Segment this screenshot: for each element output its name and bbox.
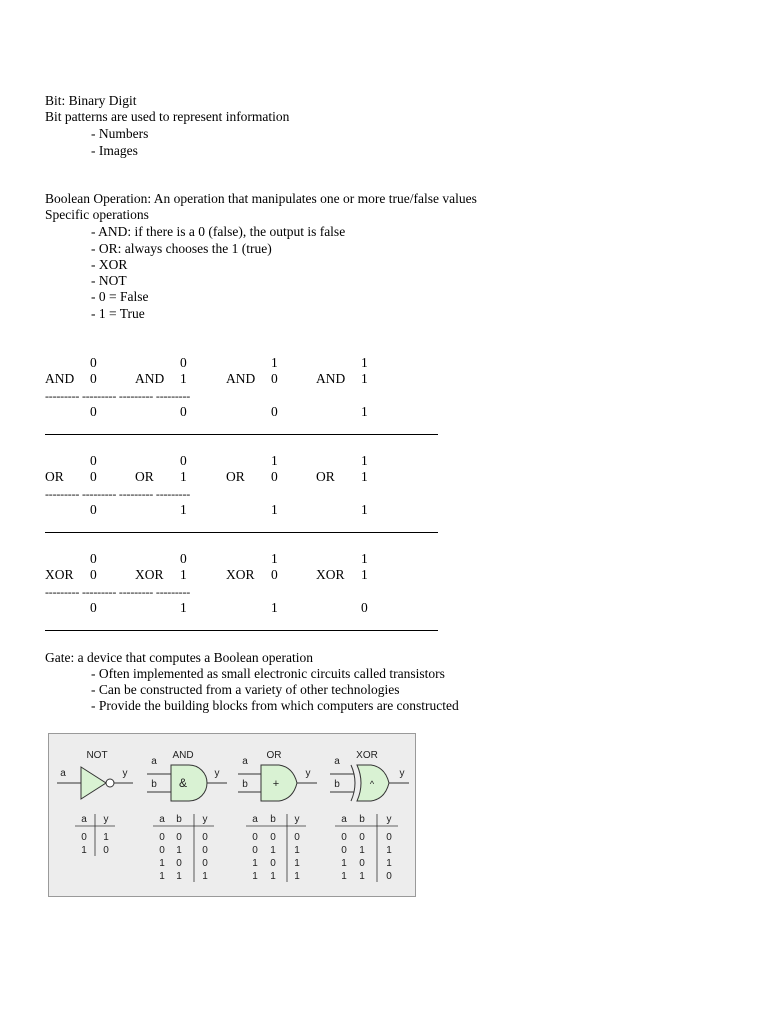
gate-input-label: a: [60, 768, 66, 779]
list-item: - 0 = False: [91, 289, 149, 304]
truth-table-cell: 1: [294, 858, 300, 869]
operand-top: 0: [180, 551, 187, 566]
boolean-definition: Boolean Operation: An operation that manipulates one or more true/false values: [45, 191, 477, 206]
operand-top: 1: [361, 551, 368, 566]
truth-table-cell: 1: [176, 871, 182, 882]
operator-label: XOR: [316, 567, 345, 582]
dash-separator: --------- --------- --------- ---------: [45, 585, 191, 599]
truth-table-cell: 0: [202, 845, 208, 856]
truth-table-cell: 1: [359, 845, 365, 856]
section-rule: [45, 532, 438, 533]
operand-bottom: 0: [90, 371, 97, 386]
gate-input-label: b: [334, 779, 340, 790]
operand-top: 1: [271, 355, 278, 370]
logic-gates-figure: [49, 734, 417, 898]
truth-table-header: b: [176, 814, 182, 825]
truth-table-cell: 0: [341, 845, 347, 856]
gate-input-label: a: [334, 756, 340, 767]
list-item: - Numbers: [91, 126, 149, 141]
specific-operations-label: Specific operations: [45, 207, 149, 222]
gate-title: OR: [266, 750, 282, 761]
bit-patterns-text: Bit patterns are used to represent information: [45, 109, 290, 124]
bit-definition: Bit: Binary Digit: [45, 93, 137, 108]
operator-label: AND: [316, 371, 346, 386]
truth-table-cell: 0: [176, 832, 182, 843]
operator-label: XOR: [135, 567, 164, 582]
operand-top: 1: [361, 355, 368, 370]
truth-table-cell: 0: [81, 832, 87, 843]
operand-top: 1: [361, 453, 368, 468]
result-value: 0: [90, 404, 97, 419]
operand-top: 0: [90, 551, 97, 566]
truth-table-cell: 0: [159, 832, 165, 843]
operator-label: XOR: [45, 567, 74, 582]
operator-label: AND: [45, 371, 75, 386]
truth-table-cell: 0: [159, 845, 165, 856]
truth-table-cell: 1: [270, 871, 276, 882]
list-item: - NOT: [91, 273, 127, 288]
xor-input-curve: [351, 765, 355, 801]
result-value: 0: [90, 600, 97, 615]
truth-table-cell: 0: [386, 871, 392, 882]
result-value: 0: [90, 502, 97, 517]
gate-input-label: a: [242, 756, 248, 767]
logic-gates-diagram: [48, 733, 416, 897]
truth-table-cell: 0: [202, 832, 208, 843]
truth-table-cell: 1: [270, 845, 276, 856]
list-item: - Provide the building blocks from which computers are constructed: [91, 698, 459, 713]
list-item: - 1 = True: [91, 306, 145, 321]
gate-title: NOT: [86, 750, 108, 761]
gate-input-label: b: [151, 779, 157, 790]
truth-table-cell: 1: [176, 845, 182, 856]
truth-table-cell: 0: [270, 858, 276, 869]
dash-separator: --------- --------- --------- ---------: [45, 487, 191, 501]
truth-table-header: b: [359, 814, 365, 825]
list-item: - OR: always chooses the 1 (true): [91, 241, 272, 256]
result-value: 0: [180, 404, 187, 419]
gate-output-label: y: [122, 768, 128, 779]
list-item: - Images: [91, 143, 138, 158]
truth-table-header: a: [252, 814, 258, 825]
result-value: 1: [271, 600, 278, 615]
truth-table-header: b: [270, 814, 276, 825]
operand-top: 1: [271, 453, 278, 468]
operand-bottom: 1: [180, 469, 187, 484]
operator-label: AND: [135, 371, 165, 386]
truth-table-cell: 1: [252, 871, 258, 882]
operand-bottom: 0: [271, 371, 278, 386]
truth-table-cell: 1: [341, 858, 347, 869]
result-value: 1: [180, 502, 187, 517]
section-rule: [45, 630, 438, 631]
gate-input-label: b: [242, 779, 248, 790]
operand-bottom: 0: [271, 469, 278, 484]
list-item: - Often implemented as small electronic circuits called transistors: [91, 666, 445, 681]
gate-definition: Gate: a device that computes a Boolean operation: [45, 650, 314, 665]
truth-table-cell: 1: [294, 871, 300, 882]
truth-table-header: a: [81, 814, 87, 825]
truth-table-cell: 1: [202, 871, 208, 882]
operand-bottom: 1: [361, 371, 368, 386]
operator-label: AND: [226, 371, 256, 386]
operator-label: OR: [316, 469, 335, 484]
truth-table-header: y: [103, 814, 109, 825]
truth-table-cell: 1: [386, 845, 392, 856]
operand-top: 0: [90, 355, 97, 370]
operator-label: OR: [226, 469, 245, 484]
operator-label: OR: [135, 469, 154, 484]
result-value: 1: [271, 502, 278, 517]
truth-table-cell: 1: [159, 858, 165, 869]
operand-bottom: 0: [90, 567, 97, 582]
truth-table-cell: 0: [176, 858, 182, 869]
operator-label: XOR: [226, 567, 255, 582]
truth-table-cell: 0: [341, 832, 347, 843]
result-value: 1: [361, 502, 368, 517]
gate-output-label: y: [305, 768, 311, 779]
gate-symbol: &: [178, 776, 188, 790]
truth-table-cell: 0: [386, 832, 392, 843]
dash-separator: --------- --------- --------- ---------: [45, 389, 191, 403]
truth-table-cell: 0: [252, 832, 258, 843]
truth-table-cell: 0: [103, 845, 109, 856]
truth-table-cell: 0: [359, 832, 365, 843]
list-item: - XOR: [91, 257, 128, 272]
gate-title: XOR: [356, 750, 378, 761]
operand-bottom: 0: [90, 469, 97, 484]
result-value: 1: [180, 600, 187, 615]
gate-output-label: y: [214, 768, 220, 779]
truth-table-cell: 0: [359, 858, 365, 869]
and-gate-shape: [171, 765, 207, 801]
truth-table-cell: 0: [294, 832, 300, 843]
gate-output-label: y: [399, 768, 405, 779]
truth-table-cell: 1: [81, 845, 87, 856]
operand-bottom: 1: [361, 469, 368, 484]
truth-table-cell: 0: [252, 845, 258, 856]
truth-table-header: a: [341, 814, 347, 825]
list-item: - Can be constructed from a variety of other technologies: [91, 682, 400, 697]
gate-input-label: a: [151, 756, 157, 767]
truth-table-cell: 1: [159, 871, 165, 882]
truth-table-cell: 1: [294, 845, 300, 856]
truth-table-header: y: [294, 814, 300, 825]
truth-table-header: a: [159, 814, 165, 825]
truth-table-cell: 0: [270, 832, 276, 843]
result-value: 0: [361, 600, 368, 615]
not-gate-shape: [81, 767, 106, 799]
operand-bottom: 1: [180, 371, 187, 386]
operand-bottom: 1: [180, 567, 187, 582]
truth-table-cell: 0: [202, 858, 208, 869]
truth-table-cell: 1: [103, 832, 109, 843]
operator-label: OR: [45, 469, 64, 484]
not-bubble: [106, 779, 114, 787]
section-rule: [45, 434, 438, 435]
operand-top: 0: [180, 355, 187, 370]
truth-table-cell: 1: [386, 858, 392, 869]
truth-table-cell: 1: [252, 858, 258, 869]
truth-table-header: y: [386, 814, 392, 825]
gate-title: AND: [172, 750, 194, 761]
result-value: 0: [271, 404, 278, 419]
gate-symbol: +: [272, 778, 280, 790]
truth-table-header: y: [202, 814, 208, 825]
operand-top: 0: [90, 453, 97, 468]
operand-top: 1: [271, 551, 278, 566]
truth-table-cell: 1: [359, 871, 365, 882]
operand-bottom: 0: [271, 567, 278, 582]
gate-symbol: ^: [369, 779, 375, 789]
result-value: 1: [361, 404, 368, 419]
list-item: - AND: if there is a 0 (false), the output is false: [91, 224, 346, 239]
operand-bottom: 1: [361, 567, 368, 582]
truth-table-cell: 1: [341, 871, 347, 882]
operand-top: 0: [180, 453, 187, 468]
